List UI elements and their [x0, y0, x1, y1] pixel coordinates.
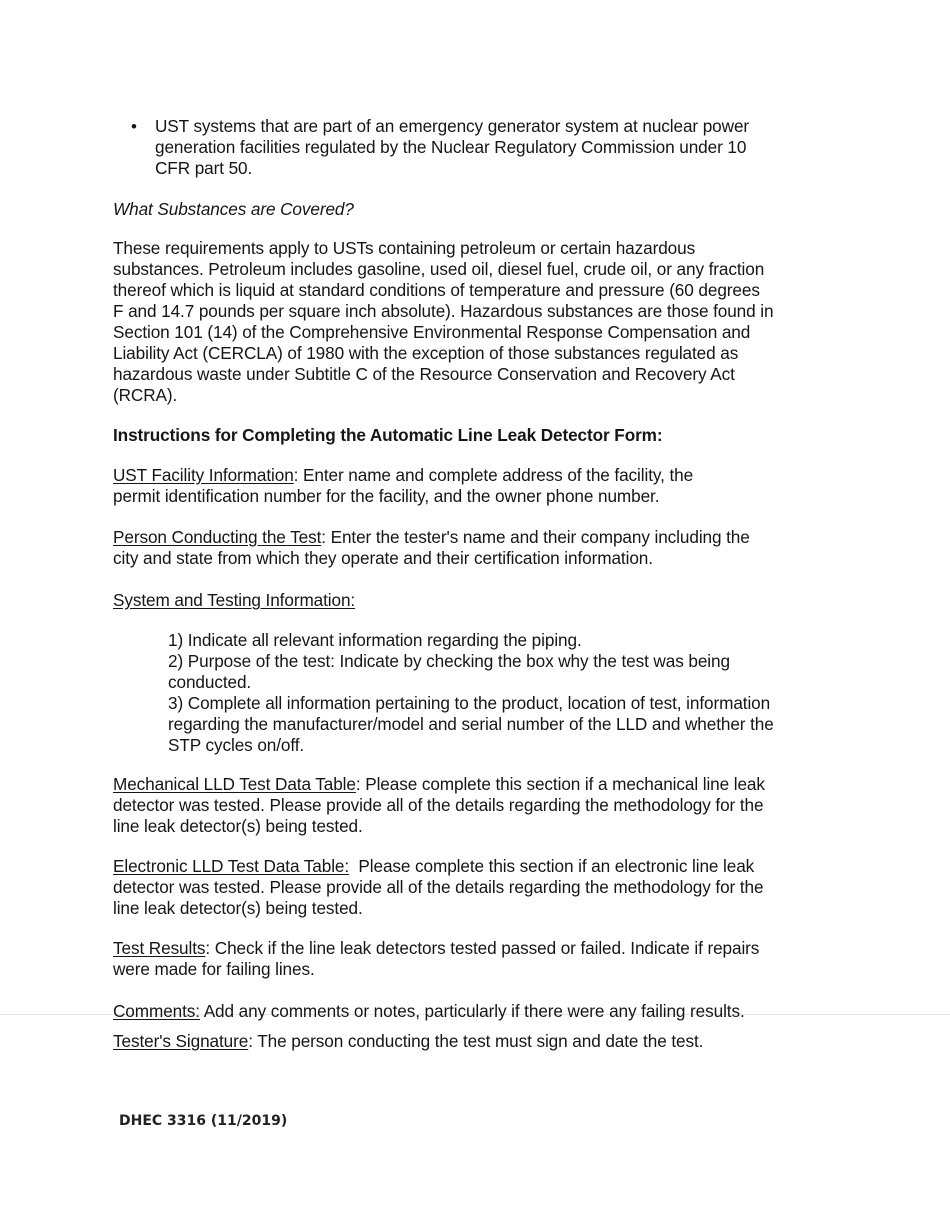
comments-label: Comments:: [113, 1001, 200, 1021]
mechanical-lld-text: : Please complete this section if a mechanical line leak: [355, 774, 765, 794]
list-item: 2) Purpose of the test: Indicate by checking the box why the test was being: [168, 651, 730, 671]
section-line: [113, 1001, 745, 1022]
electronic-lld-section: [113, 856, 763, 919]
section-line: [113, 938, 759, 959]
section-line: [113, 774, 765, 795]
electronic-lld-label: Electronic LLD Test Data Table:: [113, 856, 350, 876]
signature-label: Tester's Signature: [113, 1031, 249, 1051]
test-results-label: Test Results: [113, 938, 206, 958]
signature-section: [113, 1031, 703, 1052]
paragraph-line: F and 14.7 pounds per square inch absolute). Hazardous substances are those found in: [113, 301, 774, 321]
mechanical-lld-section: [113, 774, 765, 837]
bullet-line: UST systems that are part of an emergency generator system at nuclear power: [155, 116, 750, 136]
test-results-text: : Check if the line leak detectors tested passed or failed. Indicate if repairs: [205, 938, 760, 958]
list-item: STP cycles on/off.: [168, 735, 305, 755]
facility-info-section: [113, 465, 693, 507]
form-id-footer: DHEC 3316 (11/2019): [119, 1113, 288, 1129]
bullet-item: [155, 116, 749, 179]
section-line: line leak detector(s) being tested.: [113, 816, 363, 836]
bullet-line: generation facilities regulated by the Nuclear Regulatory Commission under 10: [155, 137, 747, 157]
person-conducting-section: [113, 527, 750, 569]
person-conducting-text: : Enter the tester's name and their company including the: [321, 527, 750, 547]
section-line: [113, 1031, 703, 1052]
list-item: regarding the manufacturer/model and serial number of the LLD and whether the: [168, 714, 774, 734]
comments-section: [113, 1001, 745, 1022]
list-item: 1) Indicate all relevant information regarding the piping.: [168, 630, 582, 650]
section-line: [113, 856, 763, 877]
bullet-dot-icon: •: [131, 117, 137, 136]
section-line: detector was tested. Please provide all of the details regarding the methodology for the: [113, 877, 764, 897]
section-line: [113, 465, 693, 486]
comments-text: Add any comments or notes, particularly if there were any failing results.: [199, 1001, 745, 1021]
section-line: detector was tested. Please provide all of the details regarding the methodology for the: [113, 795, 764, 815]
facility-info-text: : Enter name and complete address of the facility, the: [293, 465, 694, 485]
bullet-line: CFR part 50.: [155, 158, 253, 178]
electronic-lld-text: Please complete this section if an electronic line leak: [349, 856, 755, 876]
paragraph-line: These requirements apply to USTs containing petroleum or certain hazardous: [113, 238, 696, 258]
section-line: city and state from which they operate and their certification information.: [113, 548, 653, 568]
person-conducting-label: Person Conducting the Test: [113, 527, 322, 547]
substances-heading: What Substances are Covered?: [113, 199, 354, 219]
signature-text: : The person conducting the test must sign and date the test.: [248, 1031, 704, 1051]
instructions-heading: Instructions for Completing the Automatic Line Leak Detector Form:: [113, 425, 663, 445]
mechanical-lld-label: Mechanical LLD Test Data Table: [113, 774, 356, 794]
substances-paragraph: [113, 238, 773, 406]
facility-info-label: UST Facility Information: [113, 465, 294, 485]
paragraph-line: (RCRA).: [113, 385, 178, 405]
paragraph-line: substances. Petroleum includes gasoline, used oil, diesel fuel, crude oil, or any fraction: [113, 259, 765, 279]
list-item: conducted.: [168, 672, 252, 692]
system-testing-label: System and Testing Information:: [113, 590, 356, 610]
system-testing-section: [113, 590, 355, 611]
test-results-section: [113, 938, 759, 980]
paragraph-line: Section 101 (14) of the Comprehensive Environmental Response Compensation and: [113, 322, 751, 342]
section-line: line leak detector(s) being tested.: [113, 898, 363, 918]
paragraph-line: hazardous waste under Subtitle C of the Resource Conservation and Recovery Act: [113, 364, 735, 384]
paragraph-line: thereof which is liquid at standard conditions of temperature and pressure (60 degrees: [113, 280, 760, 300]
section-line: permit identification number for the facility, and the owner phone number.: [113, 486, 660, 506]
section-line: were made for failing lines.: [113, 959, 315, 979]
section-line: [113, 527, 750, 548]
system-testing-list: [168, 630, 774, 756]
paragraph-line: Liability Act (CERCLA) of 1980 with the exception of those substances regulated as: [113, 343, 739, 363]
list-item: 3) Complete all information pertaining to the product, location of test, information: [168, 693, 771, 713]
